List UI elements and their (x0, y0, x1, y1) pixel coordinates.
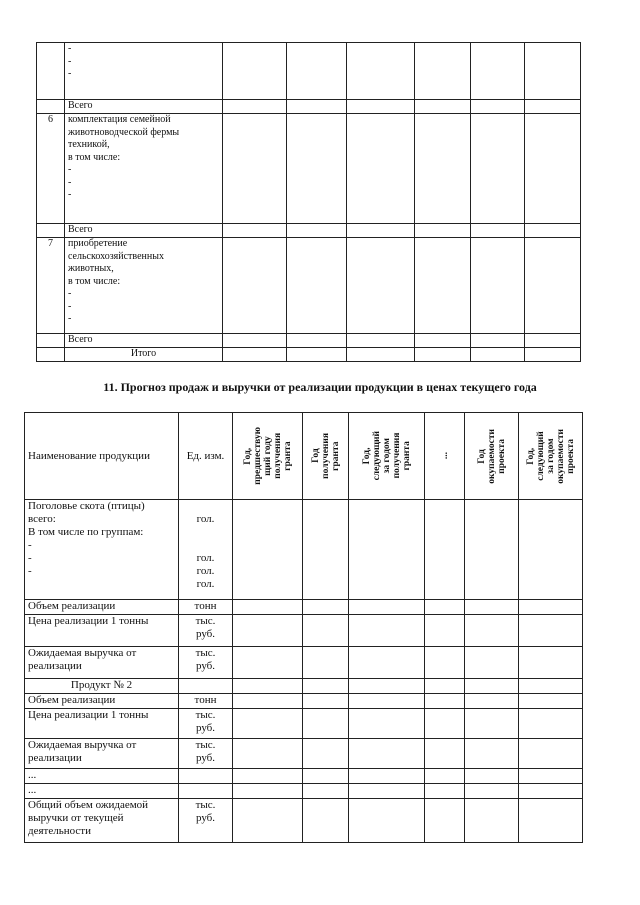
table-row (25, 739, 583, 769)
table-row (25, 647, 583, 679)
table-row (25, 799, 583, 843)
table-row (25, 500, 583, 600)
table-row (25, 709, 583, 739)
table-row (37, 348, 581, 362)
unit: тыс. руб. (179, 615, 233, 647)
row-number (37, 43, 65, 100)
table-row (25, 694, 583, 709)
table-row (25, 769, 583, 784)
unit: гол. гол. гол. гол. (179, 500, 233, 600)
table-row (25, 679, 583, 694)
table-row (25, 784, 583, 799)
row-number (37, 334, 65, 348)
header-year-before-grant: Год, предшествую щий году получения гранта (233, 413, 303, 500)
row-number: 6 (37, 114, 65, 224)
product-name: Ожидаемая выручка от реализации (25, 739, 179, 769)
product-group-label: Продукт № 2 (25, 679, 179, 694)
row-number (37, 348, 65, 362)
unit: тыс. руб. (179, 709, 233, 739)
header-product-name: Наименование продукции (25, 413, 179, 500)
product-name: Цена реализации 1 тонны (25, 615, 179, 647)
total-label: Итого (65, 348, 223, 362)
row-label: Всего (65, 224, 223, 238)
unit: тонн (179, 600, 233, 615)
unit: тыс. руб. (179, 799, 233, 843)
header-ellipsis: ... (425, 413, 465, 500)
row-number: 7 (37, 238, 65, 334)
investment-table (36, 42, 581, 362)
product-name: Поголовье скота (птицы) всего: В том числе по группам: - - - (25, 500, 179, 600)
unit (179, 679, 233, 694)
row-label: - - - (65, 43, 223, 100)
product-name: Цена реализации 1 тонны (25, 709, 179, 739)
table-row (37, 238, 581, 334)
product-name: Объем реализации (25, 694, 179, 709)
row-label: комплектация семейной животноводческой фермы техникой, в том числе: - - - (65, 114, 223, 224)
header-unit: Ед. изм. (179, 413, 233, 500)
sales-forecast-table (24, 412, 583, 843)
row-label: Всего (65, 100, 223, 114)
table-row (37, 224, 581, 238)
row-label: Всего (65, 334, 223, 348)
header-payback-year: Год окупаемости проекта (465, 413, 519, 500)
row-number (37, 100, 65, 114)
section-title: 11. Прогноз продаж и выручки от реализации продукции в ценах текущего года (103, 380, 537, 394)
header-year-after-grant: Год, следующий за годом получения гранта (349, 413, 425, 500)
header-row (25, 413, 583, 500)
unit (179, 769, 233, 784)
header-grant-year: Год получения гранта (303, 413, 349, 500)
header-year-after-payback: Год, следующий за годом окупаемости проекта (519, 413, 583, 500)
unit: тыс. руб. (179, 739, 233, 769)
unit (179, 784, 233, 799)
table-row (37, 114, 581, 224)
table-row (25, 615, 583, 647)
table-row (37, 43, 581, 100)
unit: тонн (179, 694, 233, 709)
table-row (25, 600, 583, 615)
product-name: ... (25, 769, 179, 784)
unit: тыс. руб. (179, 647, 233, 679)
row-label: приобретение сельскохозяйственных животных, в том числе: - - - (65, 238, 223, 334)
product-name: Ожидаемая выручка от реализации (25, 647, 179, 679)
table-row (37, 100, 581, 114)
table-row (37, 334, 581, 348)
product-name: Объем реализации (25, 600, 179, 615)
product-name: Общий объем ожидаемой выручки от текущей деятельности (25, 799, 179, 843)
row-number (37, 224, 65, 238)
product-name: ... (25, 784, 179, 799)
